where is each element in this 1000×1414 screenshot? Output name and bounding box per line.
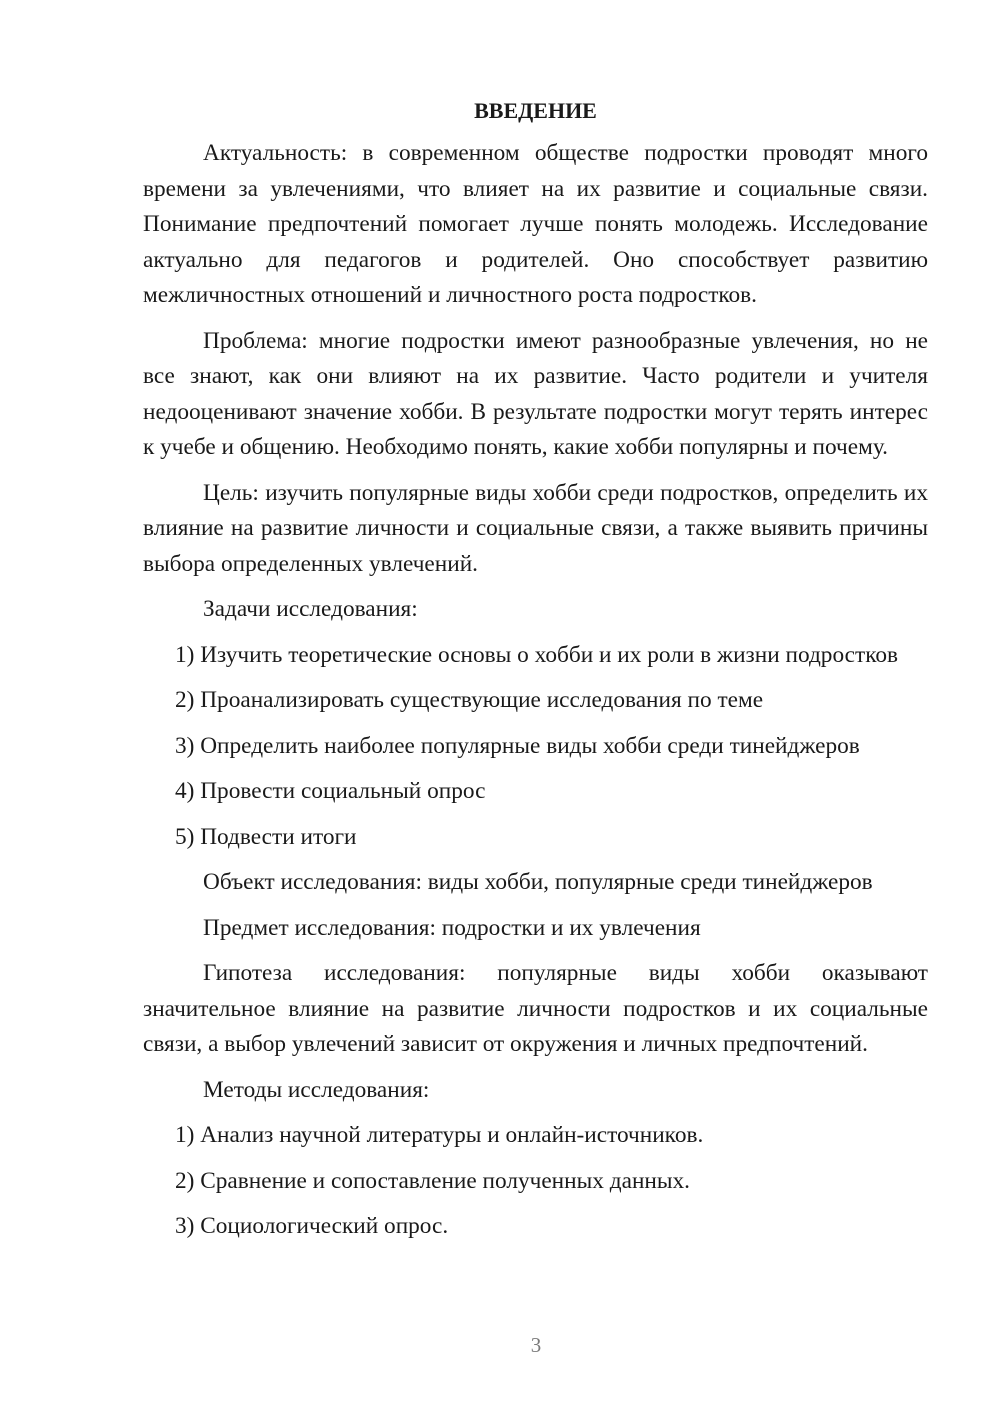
methods-heading: Методы исследования: (203, 1076, 430, 1103)
task-item: 3) Определить наиболее популярные виды хобби среди тинейджеров (175, 732, 860, 759)
task-item: 4) Провести социальный опрос (175, 778, 486, 804)
page-number: 3 (530, 1333, 542, 1357)
task-item: 2) Проанализировать существующие исследования по теме (175, 687, 764, 713)
research-object: Объект исследования: виды хобби, популярные среди тинейджеров (203, 869, 873, 895)
goal-paragraph: Цель: изучить популярные виды хобби среди подростков, определить их влияние на развитие личности и социальные связи, а также выявить причины выбора определенных увлечений. (143, 479, 928, 577)
research-subject: Предмет исследования: подростки и их увлечения (203, 914, 701, 941)
relevance-paragraph: Актуальность: в современном обществе подростки проводят много времени за увлечениями, что влияет на их развитие и социальные связи. Понимание предпочтений помогает лучше понять молодежь. Исследование актуально для педагогов и родителей. Оно способствует развитию межличностных отношений и личностного роста подростков. (143, 140, 928, 308)
problem-paragraph: Проблема: многие подростки имеют разнообразные увлечения, но не все знают, как они влияют на их развитие. Часто родители и учителя недооценивают значение хобби. В результате подростки могут терять интерес к учебе и общению. Необходимо понять, какие хобби популярны и почему. (143, 327, 928, 460)
hypothesis-paragraph: Гипотеза исследования: популярные виды хобби оказывают значительное влияние на развитие личности подростков и их социальные связи, а выбор увлечений зависит от окружения и личных предпочтений. (143, 960, 928, 1057)
task-item: 5) Подвести итоги (175, 823, 357, 850)
method-item: 2) Сравнение и сопоставление полученных данных. (175, 1167, 690, 1194)
page-content (143, 93, 928, 1255)
task-item: 1) Изучить теоретические основы о хобби и их роли в жизни подростков (175, 641, 898, 668)
method-item: 3) Социологический опрос. (175, 1213, 449, 1239)
method-item: 1) Анализ научной литературы и онлайн-источников. (175, 1122, 704, 1148)
section-title: ВВЕДЕНИЕ (474, 98, 597, 123)
tasks-heading: Задачи исследования: (203, 596, 418, 622)
